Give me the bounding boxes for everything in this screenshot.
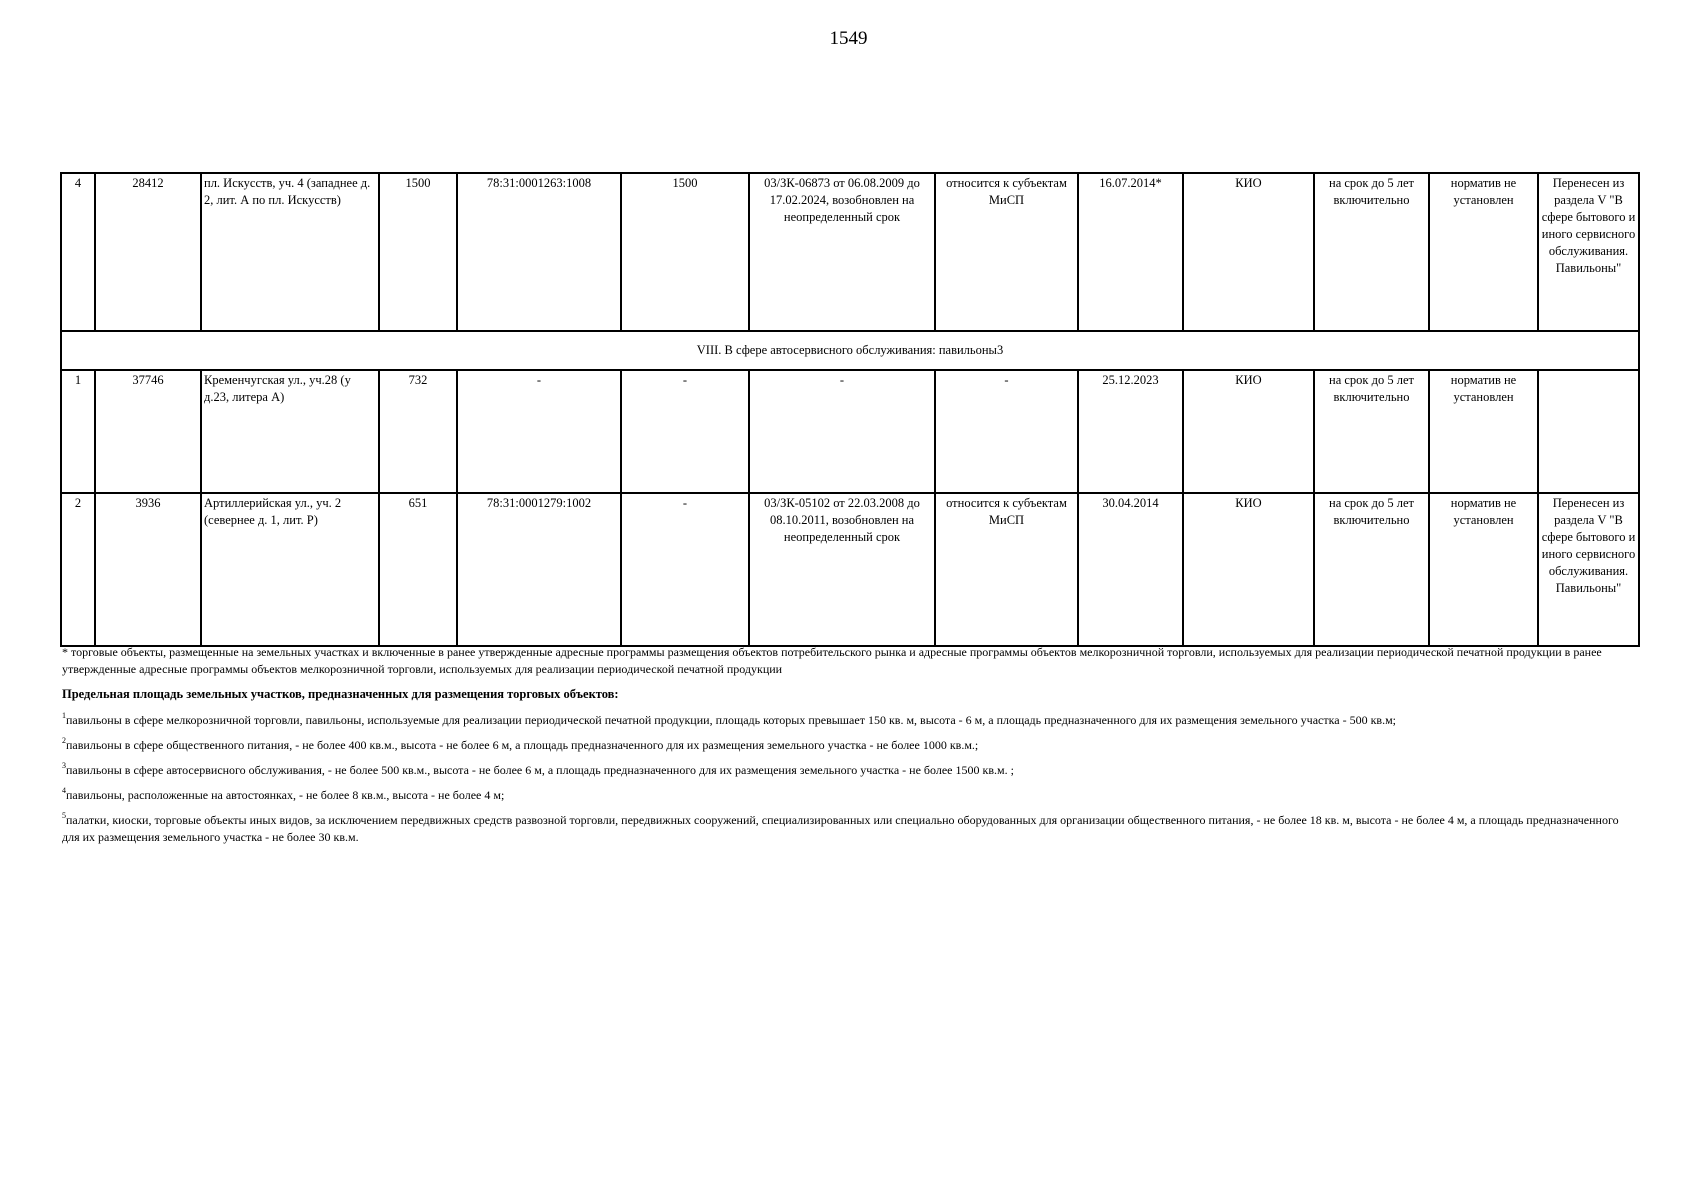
- cell-note: Перенесен из раздела V "В сфере бытового и иного сервисного обслуживания. Павильоны": [1538, 173, 1639, 331]
- cell-norm: норматив не установлен: [1429, 173, 1538, 331]
- cell-area-land: -: [621, 493, 749, 646]
- cell-date: 25.12.2023: [1078, 370, 1183, 493]
- cell-term: на срок до 5 лет включительно: [1314, 370, 1429, 493]
- footnote-text: павильоны в сфере мелкорозничной торговли, павильоны, используемые для реализации периодической печатной продукции, площадь которых превышает 150 кв. м, высота - 6 м, а площадь предназначенного для их размещения земельного участка - 500 кв.м;: [66, 713, 1396, 727]
- table-row: [61, 173, 1639, 331]
- asterisk-note: * торговые объекты, размещенные на земельных участках и включенные в ранее утвержденные адресные программы размещения объектов потребительского рынка и адресные программы объектов мелкорозничной торговли, используемых для реализации периодической печатной продукции в ранее утвержденные адресные программы объектов мелкорозничной торговли, используемых для реализации периодической печатной продукции: [62, 645, 1602, 676]
- cell-term: на срок до 5 лет включительно: [1314, 173, 1429, 331]
- cell-msp: относится к субъектам МиСП: [935, 493, 1078, 646]
- cell-area: 1500: [379, 173, 457, 331]
- cell-msp: относится к субъектам МиСП: [935, 173, 1078, 331]
- cell-date: 16.07.2014*: [1078, 173, 1183, 331]
- cell-code: 3936: [95, 493, 201, 646]
- footnote-3: [62, 762, 1632, 779]
- footnote-4: [62, 787, 1632, 804]
- cell-org: КИО: [1183, 370, 1314, 493]
- cell-area: 651: [379, 493, 457, 646]
- cell-date: 30.04.2014: [1078, 493, 1183, 646]
- footnote-mark: 4: [62, 786, 66, 795]
- cell-code: 28412: [95, 173, 201, 331]
- footnote-2: [62, 737, 1632, 754]
- cell-area-land: 1500: [621, 173, 749, 331]
- footnote-text: палатки, киоски, торговые объекты иных видов, за исключением передвижных средств развозной торговли, передвижных сооружений, специализированных или специально оборудованных для организации общественного питания, - не более 18 кв. м, высота - не более 4 м, а площадь предназначенного для их размещения земельного участка - не более 30 кв.м.: [62, 813, 1619, 844]
- limits-heading: Предельная площадь земельных участков, предназначенных для размещения торговых объектов:: [62, 687, 619, 701]
- cell-term: на срок до 5 лет включительно: [1314, 493, 1429, 646]
- section-row: [61, 331, 1639, 370]
- footnote-1: [62, 712, 1632, 729]
- objects-table: [60, 172, 1640, 647]
- footnote-mark: 3: [62, 761, 66, 770]
- section-title: VIII. В сфере автосервисного обслуживания: павильоны3: [61, 331, 1639, 370]
- footnote-text: павильоны в сфере автосервисного обслуживания, - не более 500 кв.м., высота - не более 6 м, а площадь предназначенного для их размещения земельного участка - не более 1500 кв.м. ;: [66, 763, 1014, 777]
- footnote-mark: 2: [62, 736, 66, 745]
- cell-norm: норматив не установлен: [1429, 493, 1538, 646]
- footnote-5: [62, 812, 1632, 846]
- cell-num: 1: [61, 370, 95, 493]
- notes-section: [62, 644, 1632, 854]
- cell-lease: -: [749, 370, 935, 493]
- cell-cadastral: -: [457, 370, 621, 493]
- footnote-mark: 1: [62, 711, 66, 720]
- cell-cadastral: 78:31:0001279:1002: [457, 493, 621, 646]
- cell-msp: -: [935, 370, 1078, 493]
- cell-lease: 03/ЗК-05102 от 22.03.2008 до 08.10.2011, возобновлен на неопределенный срок: [749, 493, 935, 646]
- cell-note: Перенесен из раздела V "В сфере бытового и иного сервисного обслуживания. Павильоны": [1538, 493, 1639, 646]
- cell-code: 37746: [95, 370, 201, 493]
- cell-org: КИО: [1183, 493, 1314, 646]
- cell-num: 4: [61, 173, 95, 331]
- table-row: [61, 493, 1639, 646]
- cell-lease: 03/ЗК-06873 от 06.08.2009 до 17.02.2024, возобновлен на неопределенный срок: [749, 173, 935, 331]
- cell-norm: норматив не установлен: [1429, 370, 1538, 493]
- footnote-mark: 5: [62, 811, 66, 820]
- page-number: 1549: [829, 28, 868, 49]
- cell-area-land: -: [621, 370, 749, 493]
- cell-area: 732: [379, 370, 457, 493]
- table-row: [61, 370, 1639, 493]
- footnote-text: павильоны, расположенные на автостоянках, - не более 8 кв.м., высота - не более 4 м;: [66, 788, 505, 802]
- cell-address: Артиллерийская ул., уч. 2 (севернее д. 1, лит. Р): [201, 493, 379, 646]
- footnote-text: павильоны в сфере общественного питания, - не более 400 кв.м., высота - не более 6 м, а площадь предназначенного для их размещения земельного участка - не более 1000 кв.м.;: [66, 738, 979, 752]
- cell-cadastral: 78:31:0001263:1008: [457, 173, 621, 331]
- cell-num: 2: [61, 493, 95, 646]
- cell-address: Кременчугская ул., уч.28 (у д.23, литера А): [201, 370, 379, 493]
- cell-address: пл. Искусств, уч. 4 (западнее д. 2, лит. А по пл. Искусств): [201, 173, 379, 331]
- cell-org: КИО: [1183, 173, 1314, 331]
- cell-note: [1538, 370, 1639, 493]
